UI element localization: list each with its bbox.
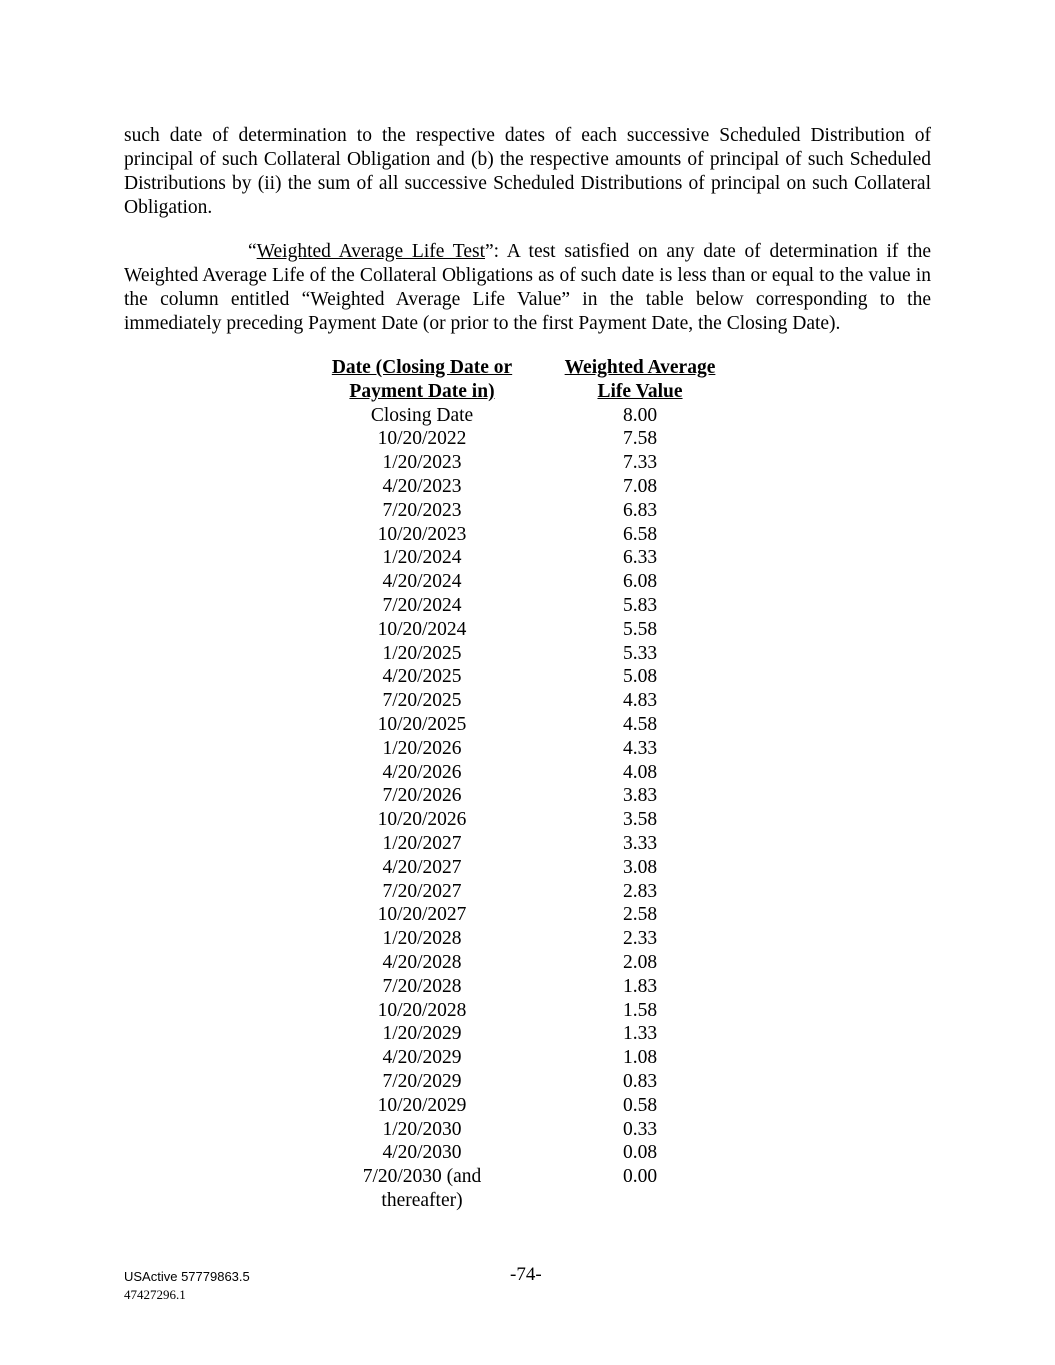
wal-value-cell: 3.33 — [622, 832, 658, 854]
date-cell: 7/20/2024 — [382, 594, 462, 616]
date-cell: 7/20/2029 — [382, 1070, 462, 1092]
table-row — [300, 737, 736, 761]
table-row — [300, 642, 736, 666]
date-cell: 4/20/2023 — [382, 475, 462, 497]
date-cell: 1/20/2024 — [382, 547, 462, 569]
date-cell: 1/20/2029 — [382, 1023, 462, 1045]
footer-doc-id-2: 47427296.1 — [124, 1287, 186, 1302]
table-row — [300, 689, 736, 713]
table-row — [300, 832, 736, 856]
wal-value-cell: 7.33 — [622, 452, 658, 474]
table-row — [300, 927, 736, 951]
header-date — [300, 356, 544, 404]
definition-text: A test satisfied on any date of determination if the Weighted Average Life of the Collateral Obligations as of such date is less than or equal to the value in the column entitled “Weighted Average Life Value” in the table below corresponding to the immediately preceding Payment Date (or prior to the first Payment Date, the Closing Date). — [124, 241, 932, 334]
date-cell: 4/20/2024 — [382, 571, 462, 593]
date-cell: 1/20/2026 — [382, 737, 462, 759]
table-row — [300, 784, 736, 808]
table-row — [300, 451, 736, 475]
date-cell: 1/20/2023 — [382, 452, 462, 474]
table-row — [300, 523, 736, 547]
table-row — [300, 546, 736, 570]
wal-value-cell: 0.58 — [622, 1094, 658, 1116]
date-cell: 10/20/2027 — [377, 904, 467, 926]
wal-value-cell: 3.08 — [622, 856, 658, 878]
wal-value-cell: 1.08 — [622, 1047, 658, 1069]
table-row — [300, 880, 736, 904]
date-cell: Closing Date — [370, 404, 474, 426]
wal-table — [300, 356, 736, 1213]
date-cell: 7/20/2025 — [382, 690, 462, 712]
defined-term: Weighted Average Life Test — [256, 241, 486, 262]
date-cell: 7/20/2028 — [382, 975, 462, 997]
wal-value-cell: 4.08 — [622, 761, 658, 783]
header-wal-value — [544, 356, 736, 404]
date-cell: 4/20/2027 — [382, 856, 462, 878]
table-row — [300, 903, 736, 927]
wal-value-cell: 3.83 — [622, 785, 658, 807]
table-row — [300, 999, 736, 1023]
table-body — [300, 404, 736, 1213]
table-row — [300, 761, 736, 785]
table-row — [300, 975, 736, 999]
table-row — [300, 1141, 736, 1165]
open-quote: “ — [248, 241, 257, 262]
date-cell: 4/20/2029 — [382, 1047, 462, 1069]
table-row — [300, 618, 736, 642]
header-wal-line1: Weighted Average — [564, 357, 716, 378]
header-date-line1: Date (Closing Date or — [331, 357, 513, 378]
wal-value-cell: 1.58 — [622, 999, 658, 1021]
table-row — [300, 404, 736, 428]
wal-value-cell: 5.33 — [622, 642, 658, 664]
table-row — [300, 475, 736, 499]
wal-value-cell: 6.08 — [622, 571, 658, 593]
date-cell: 10/20/2026 — [377, 809, 467, 831]
wal-value-cell: 5.58 — [622, 618, 658, 640]
table-row — [300, 427, 736, 451]
wal-value-cell: 8.00 — [622, 404, 658, 426]
table-row — [300, 665, 736, 689]
wal-value-cell: 4.33 — [622, 737, 658, 759]
date-cell: 10/20/2029 — [377, 1094, 467, 1116]
date-cell: 4/20/2026 — [382, 761, 462, 783]
table-row — [300, 570, 736, 594]
date-cell: 10/20/2025 — [377, 713, 467, 735]
date-cell: 1/20/2030 — [382, 1118, 462, 1140]
wal-value-cell: 0.00 — [622, 1166, 658, 1188]
date-cell: 1/20/2028 — [382, 928, 462, 950]
table-row — [300, 713, 736, 737]
date-cell: 10/20/2022 — [377, 428, 467, 450]
wal-value-cell: 0.08 — [622, 1142, 658, 1164]
table-row — [300, 499, 736, 523]
date-cell: 10/20/2024 — [377, 618, 467, 640]
page-number: -74- — [510, 1264, 542, 1285]
wal-value-cell: 2.08 — [622, 951, 658, 973]
wal-value-cell: 2.33 — [622, 928, 658, 950]
wal-value-cell: 0.33 — [622, 1118, 658, 1140]
wal-value-cell: 6.33 — [622, 547, 658, 569]
table-row — [300, 1046, 736, 1070]
wal-value-cell: 7.08 — [622, 475, 658, 497]
date-cell: 4/20/2030 — [382, 1142, 462, 1164]
wal-value-cell: 1.33 — [622, 1023, 658, 1045]
paragraph-wal-test — [124, 240, 931, 336]
date-cell: 7/20/2023 — [382, 499, 462, 521]
date-cell: 1/20/2025 — [382, 642, 462, 664]
header-wal-line2: Life Value — [597, 380, 683, 402]
footer-doc-id: USActive 57779863.5 — [124, 1269, 250, 1284]
wal-value-cell: 2.83 — [622, 880, 658, 902]
table-row — [300, 856, 736, 880]
wal-value-cell: 5.08 — [622, 666, 658, 688]
table-row — [300, 1070, 736, 1094]
wal-value-cell: 2.58 — [622, 904, 658, 926]
wal-value-cell: 6.83 — [622, 499, 658, 521]
wal-value-cell: 5.83 — [622, 594, 658, 616]
table-row — [300, 1094, 736, 1118]
date-cell: 7/20/2026 — [382, 785, 462, 807]
date-cell: 10/20/2028 — [377, 999, 467, 1021]
date-cell: 7/20/2027 — [382, 880, 462, 902]
date-cell: 7/20/2030 (and thereafter) — [362, 1166, 482, 1211]
table-row — [300, 808, 736, 832]
wal-value-cell: 0.83 — [622, 1070, 658, 1092]
date-cell: 4/20/2025 — [382, 666, 462, 688]
table-row — [300, 1165, 736, 1213]
wal-value-cell: 4.58 — [622, 713, 658, 735]
table-row — [300, 594, 736, 618]
table-row — [300, 1118, 736, 1142]
close-quote: ”: — [485, 241, 507, 262]
date-cell: 4/20/2028 — [382, 951, 462, 973]
wal-value-cell: 7.58 — [622, 428, 658, 450]
wal-value-cell: 3.58 — [622, 809, 658, 831]
wal-value-cell: 4.83 — [622, 690, 658, 712]
date-cell: 10/20/2023 — [377, 523, 467, 545]
wal-value-cell: 1.83 — [622, 975, 658, 997]
wal-value-cell: 6.58 — [622, 523, 658, 545]
header-date-line2: Payment Date in) — [349, 380, 495, 402]
table-row — [300, 951, 736, 975]
table-row — [300, 1022, 736, 1046]
table-header-row — [300, 356, 736, 404]
paragraph-wal-definition-end: such date of determination to the respective dates of each successive Scheduled Distribution of principal of such Collateral Obligation and (b) the respective amounts of principal of such Scheduled Distributions by (ii) the sum of all successive Scheduled Distributions of principal on such Collateral Obligation. — [124, 125, 931, 218]
date-cell: 1/20/2027 — [382, 832, 462, 854]
